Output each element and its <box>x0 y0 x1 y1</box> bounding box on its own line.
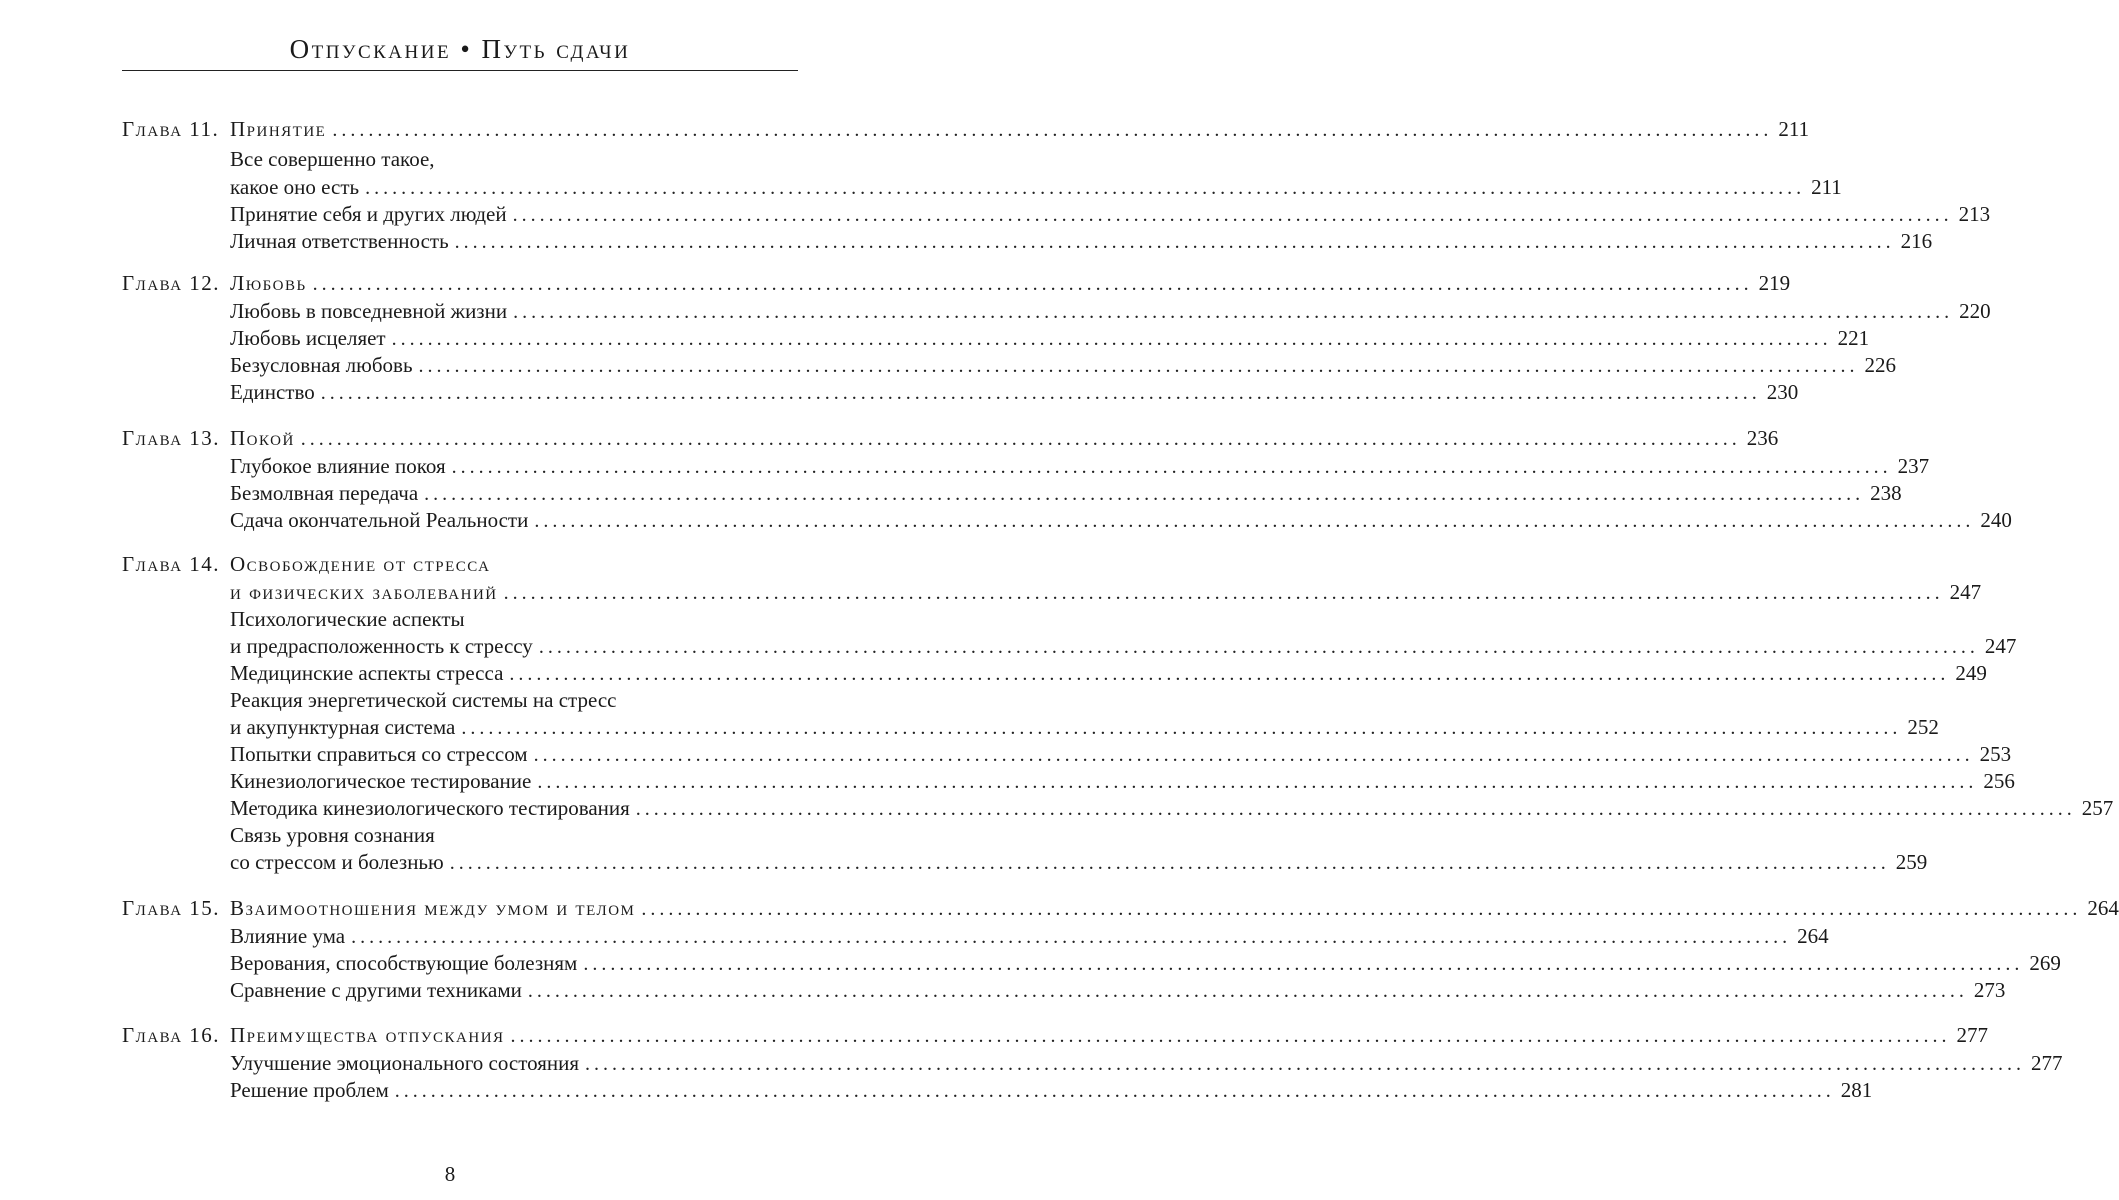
section-title: со стрессом и болезнью <box>230 850 444 874</box>
section-title: Личная ответственность <box>230 229 449 253</box>
toc-chapter-entry[interactable] <box>230 893 2119 923</box>
section-title: Принятие себя и других людей <box>230 202 507 226</box>
page-number: 221 <box>1837 326 1870 350</box>
leader-dots: ................................................................................................................................................................ <box>641 898 2082 920</box>
leader-dots: ................................................................................................................................................................ <box>332 119 1773 141</box>
leader-dots: ................................................................................................................................................................ <box>534 510 1975 532</box>
section-title: Безусловная любовь <box>230 353 413 377</box>
chapter-title: Принятие <box>230 117 327 141</box>
toc-chapter-entry[interactable] <box>230 1020 1989 1050</box>
chapter-label: Глава 12. <box>122 271 221 295</box>
leader-dots: ................................................................................................................................................................ <box>461 717 1902 739</box>
section-title: Любовь исцеляет <box>230 326 386 350</box>
section-title: Любовь в повседневной жизни <box>230 299 508 323</box>
leader-dots: ................................................................................................................................................................ <box>538 636 1979 658</box>
page-number: 220 <box>1959 299 1991 323</box>
page-number: 249 <box>1955 661 1987 685</box>
leader-dots: ................................................................................................................................................................ <box>533 744 1974 766</box>
page-number: 219 <box>1758 271 1791 295</box>
toc-section-entry[interactable] <box>230 631 2017 661</box>
leader-dots: ................................................................................................................................................................ <box>537 771 1978 793</box>
toc-section-entry[interactable] <box>230 739 2012 769</box>
toc-section-entry[interactable] <box>230 948 2061 978</box>
page-number: 259 <box>1895 850 1928 874</box>
page-folio: 8 <box>444 1162 456 1186</box>
page-number: 226 <box>1864 353 1897 377</box>
page-number: 277 <box>1956 1023 1989 1047</box>
toc-section-entry[interactable] <box>230 451 1930 481</box>
section-title: Верования, способствующие болезням <box>230 951 578 975</box>
toc-section-entry[interactable] <box>230 1048 2063 1078</box>
leader-dots: ................................................................................................................................................................ <box>449 852 1890 874</box>
toc-section-entry[interactable] <box>230 323 1870 353</box>
toc-section-entry[interactable] <box>230 505 2012 535</box>
chapter-title-line: Освобождение от стресса <box>230 552 491 576</box>
toc-section-entry[interactable] <box>230 226 1933 256</box>
toc-section-entry[interactable] <box>230 712 1939 742</box>
toc-chapter-entry[interactable] <box>230 423 1779 453</box>
page-number: 252 <box>1907 715 1939 739</box>
toc-section-entry[interactable] <box>230 847 1928 877</box>
page-number: 237 <box>1897 454 1930 478</box>
chapter-label: Глава 13. <box>122 426 221 450</box>
section-title-line: Связь уровня сознания <box>230 823 435 847</box>
chapter-label: Глава 16. <box>122 1023 221 1047</box>
section-title: Безмолвная передача <box>230 481 419 505</box>
section-title: какое оно есть <box>230 175 360 199</box>
leader-dots: ................................................................................................................................................................ <box>300 428 1741 450</box>
section-title: Улучшение эмоционального состояния <box>230 1051 580 1075</box>
toc-section-entry[interactable] <box>230 975 2006 1005</box>
leader-dots: ................................................................................................................................................................ <box>512 204 1953 226</box>
page-number: 211 <box>1778 117 1810 141</box>
running-header: Отпускание • Путь сдачи <box>289 34 631 64</box>
toc-section-entry[interactable] <box>230 350 1897 380</box>
section-title: Методика кинезиологического тестирования <box>230 796 630 820</box>
toc-section-entry[interactable] <box>230 377 1799 407</box>
section-title: Влияние ума <box>230 924 346 948</box>
toc-section-entry[interactable] <box>230 1075 1873 1105</box>
chapter-title: и физических заболеваний <box>230 580 498 604</box>
leader-dots: ................................................................................................................................................................ <box>527 980 1968 1002</box>
header-rule <box>122 70 798 71</box>
page-number: 277 <box>2031 1051 2063 1075</box>
page-number: 213 <box>1958 202 1991 226</box>
page-number: 264 <box>2087 896 2119 920</box>
toc-chapter-entry[interactable] <box>230 114 1810 144</box>
page-number: 256 <box>1983 769 2015 793</box>
leader-dots: ................................................................................................................................................................ <box>635 798 2076 820</box>
chapter-label: Глава 11. <box>122 117 220 141</box>
leader-dots: ................................................................................................................................................................ <box>424 483 1865 505</box>
leader-dots: ................................................................................................................................................................ <box>418 355 1859 377</box>
page-number: 269 <box>2029 951 2061 975</box>
page-number: 240 <box>1980 508 2012 532</box>
leader-dots: ................................................................................................................................................................ <box>320 382 1761 404</box>
section-title-line: Реакция энергетической системы на стресс <box>230 688 617 712</box>
page-number: 216 <box>1900 229 1933 253</box>
page-number: 257 <box>2081 796 2114 820</box>
section-title: Попытки справиться со стрессом <box>230 742 528 766</box>
page-number: 230 <box>1766 380 1799 404</box>
leader-dots: ................................................................................................................................................................ <box>451 456 1892 478</box>
leader-dots: ................................................................................................................................................................ <box>513 301 1954 323</box>
leader-dots: ................................................................................................................................................................ <box>394 1080 1835 1102</box>
leader-dots: ................................................................................................................................................................ <box>509 663 1950 685</box>
chapter-title: Взаимоотношения между умом и телом <box>230 896 636 920</box>
toc-section-entry[interactable] <box>230 478 1902 508</box>
toc-chapter-entry[interactable] <box>230 577 1982 607</box>
page-number: 236 <box>1746 426 1779 450</box>
toc-section-entry[interactable] <box>230 199 1991 229</box>
section-title: Сравнение с другими техниками <box>230 978 522 1002</box>
toc-section-entry[interactable] <box>230 921 1829 951</box>
chapter-label: Глава 15. <box>122 896 221 920</box>
leader-dots: ................................................................................................................................................................ <box>351 926 1792 948</box>
toc-chapter-entry[interactable] <box>230 268 1791 298</box>
page-number: 247 <box>1949 580 1982 604</box>
page-number: 281 <box>1840 1078 1873 1102</box>
page-number: 247 <box>1984 634 2017 658</box>
page-number: 273 <box>1973 978 2006 1002</box>
page-number: 264 <box>1797 924 1829 948</box>
leader-dots: ................................................................................................................................................................ <box>585 1053 2026 1075</box>
leader-dots: ................................................................................................................................................................ <box>583 953 2024 975</box>
section-title: и предрасположенность к стрессу <box>230 634 533 658</box>
leader-dots: ................................................................................................................................................................ <box>454 231 1895 253</box>
chapter-label: Глава 14. <box>122 552 221 576</box>
page-number: 238 <box>1870 481 1902 505</box>
section-title: Решение проблем <box>230 1078 389 1102</box>
chapter-title: Любовь <box>230 271 307 295</box>
section-title-line: Все совершенно такое, <box>230 147 435 171</box>
toc-section-entry[interactable] <box>230 658 1987 688</box>
section-title: Глубокое влияние покоя <box>230 454 446 478</box>
leader-dots: ................................................................................................................................................................ <box>312 273 1753 295</box>
section-title: Единство <box>230 380 315 404</box>
page-number: 211 <box>1811 175 1842 199</box>
leader-dots: ................................................................................................................................................................ <box>510 1025 1951 1047</box>
toc-section-entry[interactable] <box>230 766 2015 796</box>
toc-section-entry[interactable] <box>230 172 1842 202</box>
toc-section-entry[interactable] <box>230 296 1991 326</box>
section-title-line: Психологические аспекты <box>230 607 465 631</box>
chapter-title: Преимущества отпускания <box>230 1023 505 1047</box>
chapter-title: Покой <box>230 426 295 450</box>
section-title: Медицинские аспекты стресса <box>230 661 504 685</box>
section-title: и акупунктурная система <box>230 715 456 739</box>
section-title: Сдача окончательной Реальности <box>230 508 529 532</box>
leader-dots: ................................................................................................................................................................ <box>503 582 1944 604</box>
leader-dots: ................................................................................................................................................................ <box>391 328 1832 350</box>
page-number: 253 <box>1979 742 2012 766</box>
section-title: Кинезиологическое тестирование <box>230 769 532 793</box>
leader-dots: ................................................................................................................................................................ <box>365 177 1806 199</box>
toc-section-entry[interactable] <box>230 793 2114 823</box>
